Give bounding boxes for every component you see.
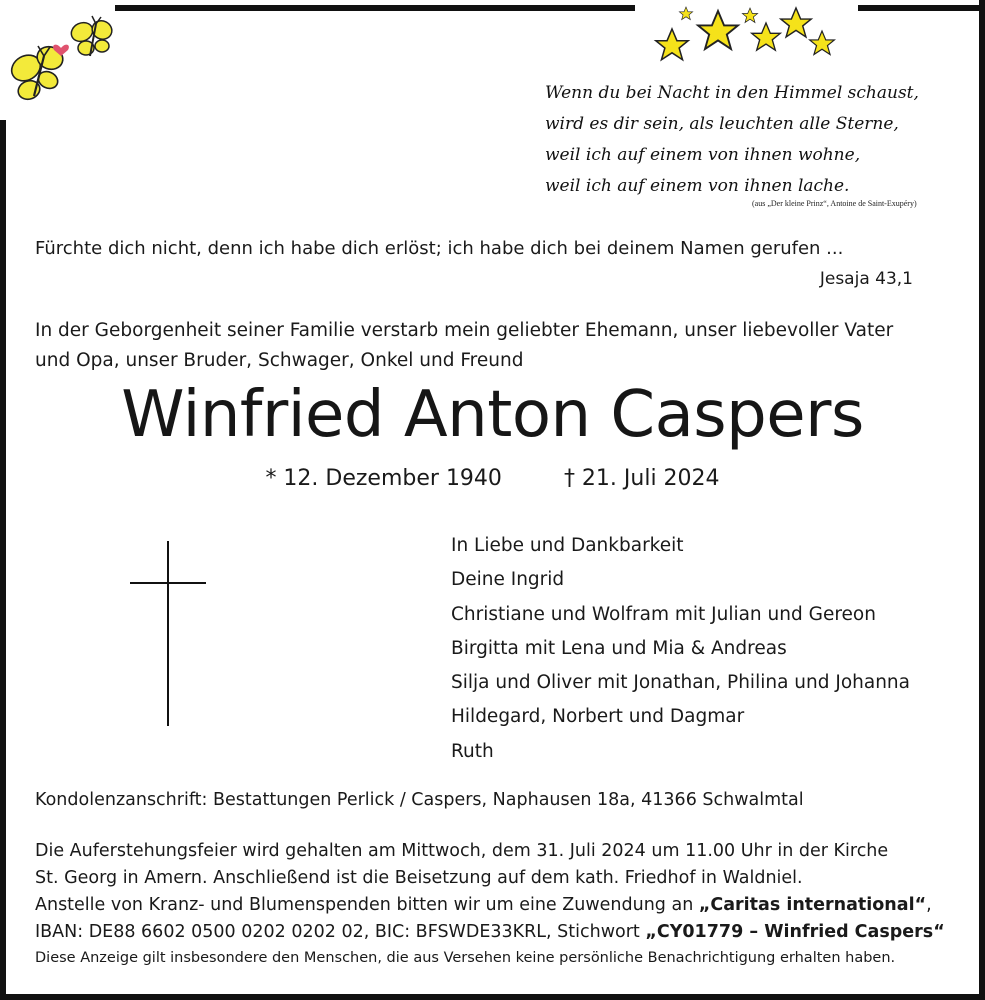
star-icon: [742, 8, 757, 22]
butterflies-illustration: [4, 8, 116, 108]
intro-line: und Opa, unser Bruder, Schwager, Onkel und Freund: [35, 350, 524, 371]
frame-top-border: [115, 5, 635, 11]
donation-recipient: „Caritas international“: [698, 895, 927, 915]
bank-details: IBAN: DE88 6602 0500 0202 0202 02, BIC: BFSWDE33KRL, Stichwort: [35, 922, 646, 942]
cross-icon: [128, 541, 208, 726]
poem-line: weil ich auf einem von ihnen wohne,: [545, 145, 861, 165]
bible-verse-reference: Jesaja 43,1: [819, 269, 913, 289]
family-signatures: [451, 529, 910, 769]
details-line: Die Auferstehungsfeier wird gehalten am Mittwoch, dem 31. Juli 2024 um 11.00 Uhr in der Kirche: [35, 841, 889, 861]
family-line: Birgitta mit Lena und Mia & Andreas: [451, 637, 787, 659]
poem-line: weil ich auf einem von ihnen lache.: [545, 176, 850, 196]
intro-text: [35, 316, 965, 376]
frame-right-border: [979, 0, 985, 1000]
frame-bottom-border: [0, 994, 985, 1000]
donation-keyword: „CY01779 – Winfried Caspers“: [645, 922, 945, 942]
condolence-address: Kondolenzanschrift: Bestattungen Perlick / Caspers, Naphausen 18a, 41366 Schwalmtal: [35, 790, 804, 810]
birth-date: * 12. Dezember 1940: [265, 466, 502, 491]
donation-punct: ,: [926, 895, 932, 915]
poem-line: Wenn du bei Nacht in den Himmel schaust,: [545, 83, 919, 103]
star-icon: [781, 8, 811, 37]
intro-line: In der Geborgenheit seiner Familie verstarb mein geliebter Ehemann, unser liebevoller Vater: [35, 320, 894, 341]
family-line: Ruth: [451, 740, 494, 762]
family-line: In Liebe und Dankbarkeit: [451, 535, 684, 556]
star-icon: [810, 31, 835, 55]
family-line: Silja und Oliver mit Jonathan, Philina und Johanna: [451, 672, 910, 694]
funeral-details: [35, 838, 955, 970]
notice-line: Diese Anzeige gilt insbesondere den Menschen, die aus Versehen keine persönliche Benachrichtigung erhalten haben.: [35, 950, 896, 966]
poem-line: wird es dir sein, als leuchten alle Sterne,: [545, 114, 899, 134]
donation-line: [35, 892, 955, 919]
frame-left-border: [0, 120, 6, 1000]
star-icon: [698, 11, 738, 49]
deceased-name: Winfried Anton Caspers: [121, 378, 864, 452]
star-icon: [752, 23, 781, 50]
family-line: Deine Ingrid: [451, 569, 565, 591]
bank-line: [35, 919, 955, 946]
frame-top-right-border: [858, 5, 985, 11]
family-line: Christiane und Wolfram mit Julian und Gereon: [451, 603, 876, 625]
family-line: Hildegard, Norbert und Dagmar: [451, 706, 745, 728]
poem: [545, 78, 955, 202]
stars-illustration: [650, 2, 840, 64]
death-date: † 21. Juli 2024: [563, 466, 720, 491]
butterfly-icon: [68, 16, 115, 56]
life-dates: [0, 466, 985, 491]
details-line: St. Georg in Amern. Anschließend ist die Beisetzung auf dem kath. Friedhof in Waldniel.: [35, 868, 803, 888]
star-icon: [679, 7, 692, 20]
donation-text: Anstelle von Kranz- und Blumenspenden bitten wir um eine Zuwendung an: [35, 895, 699, 915]
star-icon: [656, 29, 688, 60]
poem-source: (aus „Der kleine Prinz“, Antoine de Saint-Exupéry): [752, 199, 917, 208]
bible-verse: Fürchte dich nicht, denn ich habe dich erlöst; ich habe dich bei deinem Namen gerufen ...: [35, 238, 844, 259]
